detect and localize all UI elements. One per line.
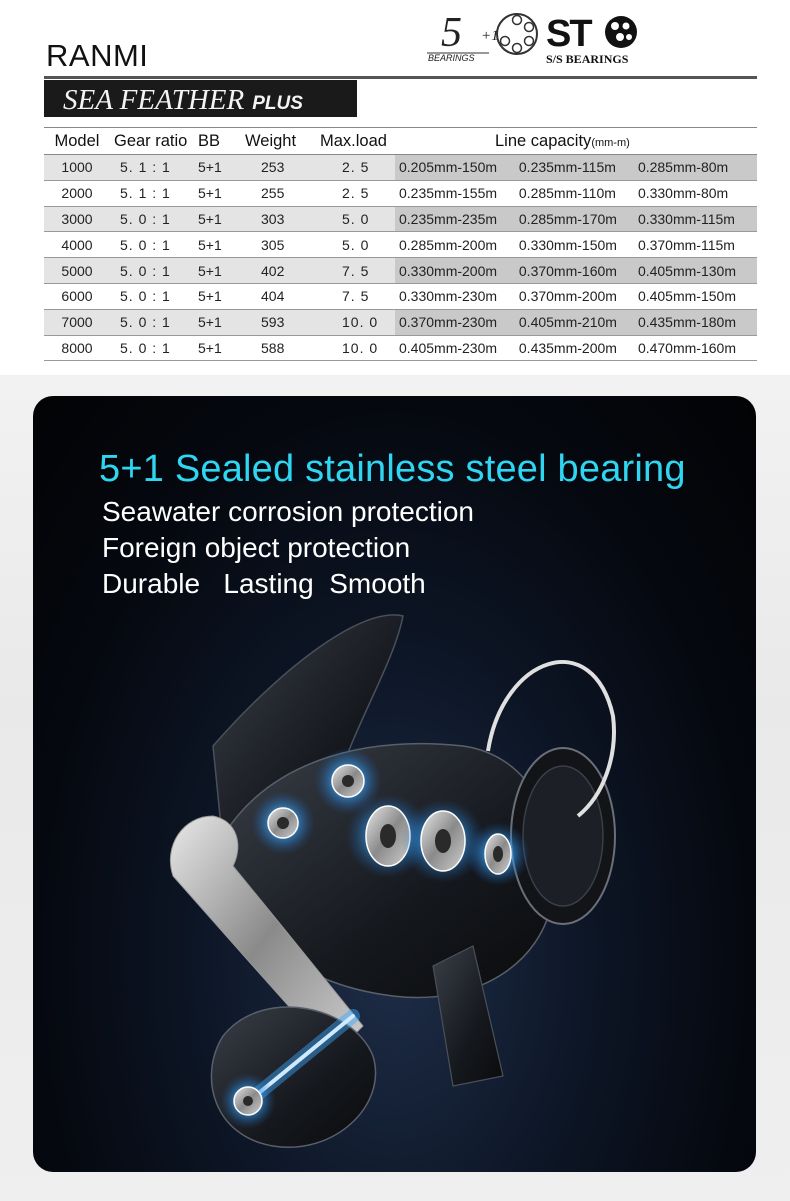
product-suffix: PLUS xyxy=(252,93,303,114)
cell-model: 2000 xyxy=(44,180,110,206)
cell-weight: 404 xyxy=(245,283,320,309)
feature-card xyxy=(33,396,756,1172)
feature-line-durable: Durable Lasting Smooth xyxy=(102,568,426,599)
cell-bb: 5+1 xyxy=(198,206,245,232)
cell-bb: 5+1 xyxy=(198,155,245,181)
cell-line-capacity-1: 0.235mm-155m xyxy=(395,180,519,206)
col-model: Model xyxy=(44,128,110,155)
cell-max-load: 10. 0 xyxy=(320,335,395,361)
cell-model: 5000 xyxy=(44,258,110,284)
cell-weight: 593 xyxy=(245,309,320,335)
cell-max-load: 5. 0 xyxy=(320,232,395,258)
cell-weight: 588 xyxy=(245,335,320,361)
svg-text:BEARINGS: BEARINGS xyxy=(428,53,475,63)
table-row xyxy=(44,283,757,309)
cell-line-capacity-2: 0.235mm-115m xyxy=(519,155,638,181)
table-row xyxy=(44,335,757,361)
cell-bb: 5+1 xyxy=(198,258,245,284)
cell-max-load: 2. 5 xyxy=(320,155,395,181)
cell-weight: 402 xyxy=(245,258,320,284)
cell-max-load: 7. 5 xyxy=(320,283,395,309)
cell-bb: 5+1 xyxy=(198,335,245,361)
table-row xyxy=(44,206,757,232)
cell-model: 3000 xyxy=(44,206,110,232)
cell-bb: 5+1 xyxy=(198,283,245,309)
cell-line-capacity-3: 0.370mm-115m xyxy=(638,232,757,258)
cell-line-capacity-3: 0.285mm-80m xyxy=(638,155,757,181)
table-row xyxy=(44,155,757,181)
cell-line-capacity-3: 0.435mm-180m xyxy=(638,309,757,335)
col-line-capacity: Line capacity(mm-m) xyxy=(395,128,757,155)
cell-gear-ratio: 5. 0 : 1 xyxy=(110,206,198,232)
cell-bb: 5+1 xyxy=(198,309,245,335)
table-row xyxy=(44,258,757,284)
cell-line-capacity-2: 0.435mm-200m xyxy=(519,335,638,361)
svg-text:+1: +1 xyxy=(481,28,499,44)
col-max-load: Max.load xyxy=(320,128,395,155)
cell-line-capacity-3: 0.470mm-160m xyxy=(638,335,757,361)
table-row xyxy=(44,232,757,258)
cell-max-load: 10. 0 xyxy=(320,309,395,335)
cell-model: 6000 xyxy=(44,283,110,309)
cell-model: 1000 xyxy=(44,155,110,181)
cell-bb: 5+1 xyxy=(198,232,245,258)
cell-line-capacity-3: 0.405mm-130m xyxy=(638,258,757,284)
svg-text:5: 5 xyxy=(441,10,462,56)
brand-name: RANMI xyxy=(46,38,149,73)
col-weight: Weight xyxy=(245,128,320,155)
feature-line-corrosion: Seawater corrosion protection xyxy=(102,496,474,527)
feature-line-foreign-object: Foreign object protection xyxy=(102,532,411,563)
cell-gear-ratio: 5. 1 : 1 xyxy=(110,180,198,206)
cell-line-capacity-3: 0.405mm-150m xyxy=(638,283,757,309)
spec-table xyxy=(44,127,757,361)
cell-weight: 303 xyxy=(245,206,320,232)
cell-line-capacity-1: 0.285mm-200m xyxy=(395,232,519,258)
st-logo-icon xyxy=(546,13,637,66)
cell-line-capacity-2: 0.405mm-210m xyxy=(519,309,638,335)
bearing-logos xyxy=(425,6,650,68)
cell-model: 8000 xyxy=(44,335,110,361)
cell-line-capacity-3: 0.330mm-115m xyxy=(638,206,757,232)
cell-line-capacity-2: 0.370mm-160m xyxy=(519,258,638,284)
col-gear-ratio: Gear ratio xyxy=(110,128,198,155)
table-row xyxy=(44,180,757,206)
cell-model: 7000 xyxy=(44,309,110,335)
bearing-logo-icon xyxy=(427,10,537,63)
cell-line-capacity-1: 0.405mm-230m xyxy=(395,335,519,361)
cell-gear-ratio: 5. 0 : 1 xyxy=(110,335,198,361)
table-row xyxy=(44,309,757,335)
spec-table-header xyxy=(44,128,757,155)
cell-gear-ratio: 5. 0 : 1 xyxy=(110,258,198,284)
cell-line-capacity-1: 0.235mm-235m xyxy=(395,206,519,232)
cell-gear-ratio: 5. 0 : 1 xyxy=(110,232,198,258)
cell-line-capacity-1: 0.330mm-200m xyxy=(395,258,519,284)
line-capacity-unit: (mm-m) xyxy=(591,136,630,149)
cell-model: 4000 xyxy=(44,232,110,258)
cell-gear-ratio: 5. 1 : 1 xyxy=(110,155,198,181)
fishing-reel-illustration xyxy=(33,586,756,1172)
cell-bb: 5+1 xyxy=(198,180,245,206)
cell-gear-ratio: 5. 0 : 1 xyxy=(110,309,198,335)
cell-max-load: 5. 0 xyxy=(320,206,395,232)
cell-max-load: 7. 5 xyxy=(320,258,395,284)
cell-line-capacity-3: 0.330mm-80m xyxy=(638,180,757,206)
cell-weight: 305 xyxy=(245,232,320,258)
cell-line-capacity-2: 0.370mm-200m xyxy=(519,283,638,309)
cell-max-load: 2. 5 xyxy=(320,180,395,206)
cell-weight: 253 xyxy=(245,155,320,181)
cell-line-capacity-1: 0.330mm-230m xyxy=(395,283,519,309)
product-name-text: SEA FEATHER xyxy=(63,84,245,116)
spec-table-body xyxy=(44,155,757,361)
col-bb: BB xyxy=(198,128,245,155)
cell-weight: 255 xyxy=(245,180,320,206)
cell-line-capacity-2: 0.285mm-170m xyxy=(519,206,638,232)
cell-line-capacity-2: 0.285mm-110m xyxy=(519,180,638,206)
cell-line-capacity-1: 0.370mm-230m xyxy=(395,309,519,335)
cell-line-capacity-1: 0.205mm-150m xyxy=(395,155,519,181)
svg-text:S/S BEARINGS: S/S BEARINGS xyxy=(546,52,629,66)
cell-line-capacity-2: 0.330mm-150m xyxy=(519,232,638,258)
svg-text:ST: ST xyxy=(546,13,591,55)
feature-headline: 5+1 Sealed stainless steel bearing xyxy=(99,448,686,490)
product-title xyxy=(63,84,303,117)
header-divider xyxy=(44,76,757,79)
product-banner xyxy=(44,80,357,117)
cell-gear-ratio: 5. 0 : 1 xyxy=(110,283,198,309)
